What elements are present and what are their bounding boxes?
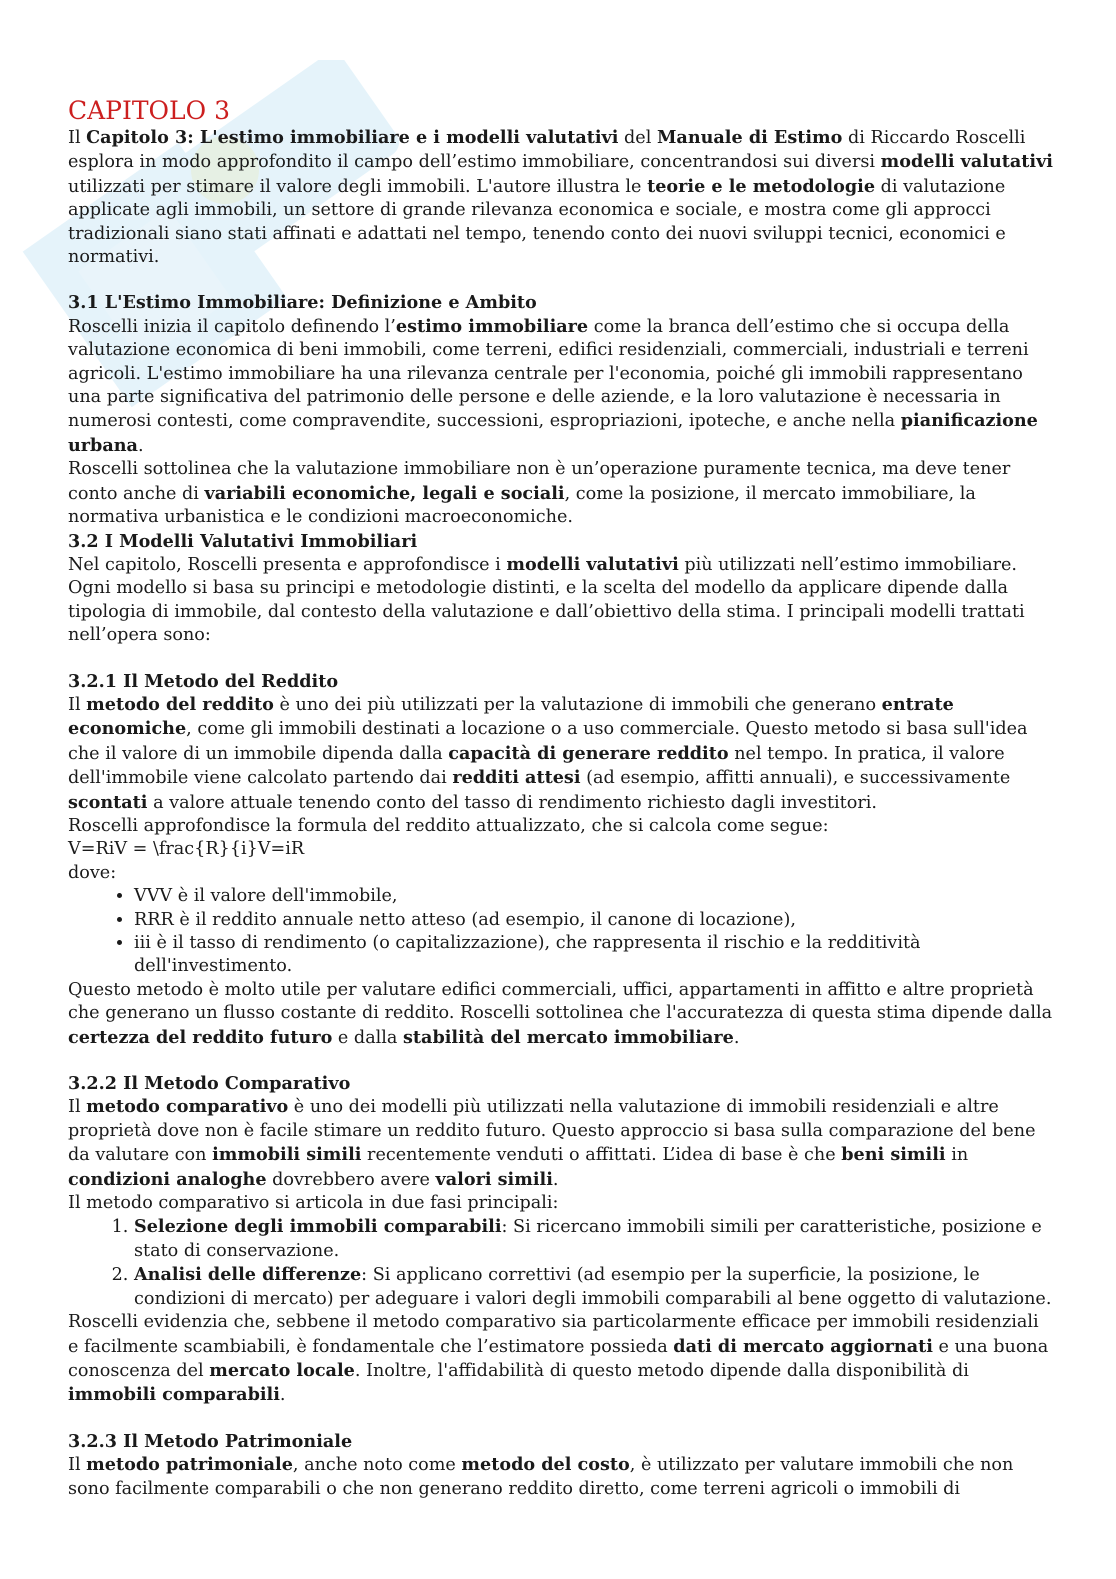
section-heading-3-2-3: 3.2.3 Il Metodo Patrimoniale: [68, 1430, 353, 1452]
list-item: 1. Selezione degli immobili comparabili: Si ricercano immobili simili per caratteristiche, posizione e stato di conservazione.: [134, 1215, 1053, 1263]
chapter-title: CAPITOLO 3: [68, 96, 230, 125]
section-3-2-paragraph-1: Nel capitolo, Roscelli presenta e approfondisce i modelli valutativi più utilizzati nell’estimo immobiliare. Ogni modello si basa su principi e metodologie distinti, e la scelta del modello da applicare dipende dalla tipologia di immobile, dal contesto della valutazione e dall’obiettivo della stima. I principali modelli trattati nell’opera sono:: [68, 553, 1025, 646]
section-heading-3-1: 3.1 L'Estimo Immobiliare: Definizione e Ambito: [68, 292, 537, 314]
list-item: • iii è il tasso di rendimento (o capitalizzazione), che rappresenta il rischio e la redditività dell'investimento.: [134, 932, 1053, 979]
section-heading-3-2: 3.2 I Modelli Valutativi Immobiliari: [68, 530, 418, 552]
list-item: • RRR è il reddito annuale netto atteso (ad esempio, il canone di locazione),: [134, 909, 1053, 932]
section-3-2-1-paragraph-2: Questo metodo è molto utile per valutare edifici commerciali, uffici, appartamenti in affitto e altre proprietà che generano un flusso costante di reddito. Roscelli sottolinea che l'accuratezza di questa stima dipende dalla certezza del reddito futuro e dalla stabilità del mercato immobiliare.: [68, 979, 1053, 1048]
intro-paragraph: Il Capitolo 3: L'estimo immobiliare e i modelli valutativi del Manuale di Estimo di Riccardo Roscelli esplora in modo approfondito il campo dell’estimo immobiliare, concentrandosi sui diversi modelli valutativi utilizzati per stimare il valore degli immobili. L'autore illustra le teorie e le metodologie di valutazione applicate agli immobili, un settore di grande rilevanza economica e sociale, e mostra come gli approcci tradizionali siano stati affinati e adattati nel tempo, tenendo conto dei nuovi sviluppi tecnici, economici e normativi.: [68, 127, 1053, 268]
section-heading-3-2-1: 3.2.1 Il Metodo del Reddito: [68, 670, 339, 692]
section-3-2-3-paragraph-1: Il metodo patrimoniale, anche noto come metodo del costo, è utilizzato per valutare immobili che non sono facilmente comparabili o che non generano reddito diretto, come terreni agricoli o immobili di: [68, 1454, 1014, 1499]
formula-variables-list: [68, 885, 1053, 979]
formula: V=RiV = \frac{R}{i}V=iR: [68, 839, 305, 860]
section-3-2-2-paragraph-3: Roscelli evidenzia che, sebbene il metodo comparativo sia particolarmente efficace per immobili residenziali e facilmente scambiabili, è fondamentale che l’estimatore possieda dati di mercato aggiornati e una buona conoscenza del mercato locale. Inoltre, l'affidabilità di questo metodo dipende dalla disponibilità di immobili comparabili.: [68, 1312, 1049, 1406]
section-heading-3-2-2: 3.2.2 Il Metodo Comparativo: [68, 1073, 351, 1095]
section-3-1-paragraph-2: Roscelli sottolinea che la valutazione immobiliare non è un’operazione puramente tecnica, ma deve tener conto anche di variabili economiche, legali e sociali, come la posizione, il mercato immobiliare, la normativa urbanistica e le condizioni macroeconomiche.: [68, 459, 1011, 528]
section-3-2-2-paragraph-2: Il metodo comparativo si articola in due fasi principali:: [68, 1193, 559, 1214]
document-body: [68, 96, 1053, 1501]
formula-intro: Roscelli approfondisce la formula del reddito attualizzato, che si calcola come segue:: [68, 815, 829, 836]
list-item: 2. Analisi delle differenze: Si applicano correttivi (ad esempio per la superficie, la posizione, le condizioni di mercato) per adeguare i valori degli immobili comparabili al bene oggetto di valutazione.: [134, 1263, 1053, 1311]
list-item: • VVV è il valore dell'immobile,: [134, 885, 1053, 908]
section-3-1-paragraph-1: Roscelli inizia il capitolo definendo l’estimo immobiliare come la branca dell’estimo che si occupa della valutazione economica di beni immobili, come terreni, edifici residenziali, commerciali, industriali e terreni agricoli. L'estimo immobiliare ha una rilevanza centrale per l'economia, poiché gli immobili rappresentano una parte significativa del patrimonio delle persone e delle aziende, e la loro valutazione è necessaria in numerosi contesti, come compravendite, successioni, espropriazioni, ipoteche, e anche nella pianificazione urbana.: [68, 315, 1038, 456]
section-3-2-1-paragraph-1: Il metodo del reddito è uno dei più utilizzati per la valutazione di immobili che generano entrate economiche, come gli immobili destinati a locazione o a uso commerciale. Questo metodo si basa sull'idea che il valore di un immobile dipenda dalla capacità di generare reddito nel tempo. In pratica, il valore dell'immobile viene calcolato partendo dai redditi attesi (ad esempio, affitti annuali), e successivamente scontati a valore attuale tenendo conto del tasso di rendimento richiesto dagli investitori.: [68, 693, 1028, 813]
comparative-steps-list: [68, 1215, 1053, 1311]
formula-dove: dove:: [68, 862, 117, 883]
section-3-2-2-paragraph-1: Il metodo comparativo è uno dei modelli più utilizzati nella valutazione di immobili residenziali e altre proprietà dove non è facile stimare un reddito futuro. Questo approccio si basa sulla comparazione del bene da valutare con immobili simili recentemente venduti o affittati. L’idea di base è che beni simili in condizioni analoghe dovrebbero avere valori simili.: [68, 1096, 1036, 1190]
